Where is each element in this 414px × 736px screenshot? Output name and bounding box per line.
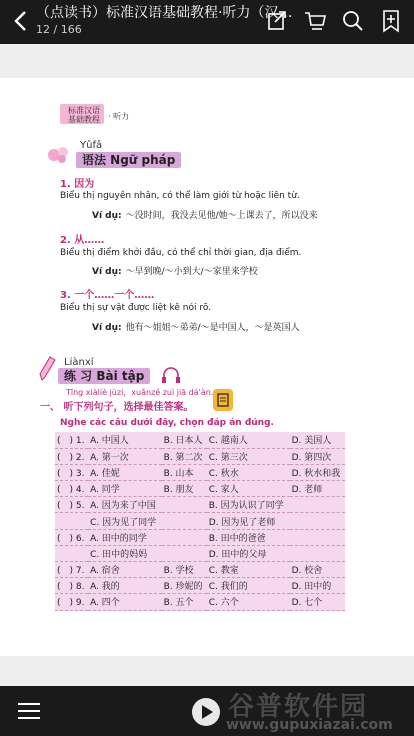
back-icon[interactable] <box>8 6 34 36</box>
answer-cell: ( ) 4. <box>55 481 88 497</box>
answer-cell: B. 因为认识了同学 <box>207 497 290 513</box>
answer-cell <box>162 497 207 513</box>
answer-row <box>55 432 345 448</box>
pencil-icon <box>36 354 58 382</box>
answer-cell: A. 四个 <box>88 594 162 610</box>
flower-icon <box>44 144 74 166</box>
question-pinyin: Tīng xiàliè jùzi，xuǎnzé zuì jiā dá'àn. <box>66 388 214 397</box>
answer-cell <box>162 513 207 529</box>
grammar-point-title: 3. 一个……一个…… <box>60 290 155 301</box>
menu-icon[interactable] <box>16 700 42 722</box>
answer-cell: B. 第二次 <box>162 448 207 464</box>
share-icon[interactable] <box>264 8 290 34</box>
grammar-point-desc: Biểu thị điểm khởi đầu, có thể chỉ thời gian, địa điểm. <box>60 248 302 258</box>
answer-cell: ( ) 1. <box>55 432 88 448</box>
answer-cell: C. 六个 <box>207 594 290 610</box>
grammar-heading: 语法 Ngữ pháp <box>76 152 181 168</box>
answer-cell: C. 第三次 <box>207 448 290 464</box>
answer-cell: D. 第四次 <box>290 448 345 464</box>
answer-cell: A. 佳妮 <box>88 464 162 480</box>
answer-cell: C. 家人 <box>207 481 290 497</box>
answer-row <box>55 513 345 529</box>
answer-cell: A. 我的 <box>88 578 162 594</box>
exercise-pinyin: Liànxí <box>64 357 94 368</box>
answer-cell <box>290 513 345 529</box>
grammar-point-example: Ví dụ: ～没时间，我没去见他/她～上课去了，所以没来 <box>92 211 318 221</box>
answer-row <box>55 481 345 497</box>
answer-cell: ( ) 7. <box>55 562 88 578</box>
answer-cell: D. 秋水和我 <box>290 464 345 480</box>
headphones-icon <box>160 364 182 386</box>
audio-play-icon[interactable] <box>212 388 234 412</box>
cart-icon[interactable] <box>302 8 328 34</box>
answer-cell: A. 第一次 <box>88 448 162 464</box>
answer-row <box>55 497 345 513</box>
watermark: 谷普软件园 <box>228 692 369 722</box>
answer-table <box>55 432 345 611</box>
answer-cell <box>162 545 207 561</box>
answer-cell: D. 田中的 <box>290 578 345 594</box>
answer-cell: A. 中国人 <box>88 432 162 448</box>
answer-cell: B. 田中的爸爸 <box>207 529 290 545</box>
book-title-suffix: · 听力 <box>108 112 130 121</box>
answer-row <box>55 562 345 578</box>
answer-cell: A. 因为来了中国 <box>88 497 162 513</box>
answer-row <box>55 464 345 480</box>
grammar-point-desc: Biểu thị nguyên nhân, có thể làm giới từ hoặc liên từ. <box>60 191 300 201</box>
answer-row <box>55 448 345 464</box>
answer-row <box>55 594 345 610</box>
answer-cell: ( ) 8. <box>55 578 88 594</box>
page-indicator: 12 / 166 <box>36 23 82 36</box>
answer-row <box>55 529 345 545</box>
bookmark-add-icon[interactable] <box>378 8 404 34</box>
grammar-point-title: 1. 因为 <box>60 179 95 190</box>
answer-cell: C. 我们的 <box>207 578 290 594</box>
answer-cell: B. 朋友 <box>162 481 207 497</box>
answer-cell: ( ) 3. <box>55 464 88 480</box>
document-page[interactable] <box>0 78 414 656</box>
answer-cell: D. 校舍 <box>290 562 345 578</box>
answer-cell: ( ) 2. <box>55 448 88 464</box>
search-icon[interactable] <box>340 8 366 34</box>
answer-cell: A. 田中的同学 <box>88 529 162 545</box>
answer-cell: D. 七个 <box>290 594 345 610</box>
answer-cell: B. 山本 <box>162 464 207 480</box>
answer-cell <box>290 529 345 545</box>
answer-cell: C. 教室 <box>207 562 290 578</box>
bottom-bar <box>0 686 414 736</box>
grammar-point-title: 2. 从…… <box>60 235 105 246</box>
answer-cell: B. 五个 <box>162 594 207 610</box>
watermark-url: www.gupuxiazai.com <box>226 717 393 733</box>
grammar-point-example: Ví dụ: ～早到晚/～小到大/～家里来学校 <box>92 267 258 277</box>
book-title: 标准汉语 基础教程 <box>68 106 100 124</box>
answer-cell: A. 同学 <box>88 481 162 497</box>
answer-cell: B. 日本人 <box>162 432 207 448</box>
answer-cell: D. 因为见了老师 <box>207 513 290 529</box>
exercise-heading: 练 习 Bài tập <box>58 368 150 384</box>
document-title: （点读书）标准汉语基础教程·听力（汉… <box>36 5 293 21</box>
answer-cell: C. 因为见了同学 <box>88 513 162 529</box>
top-bar <box>0 0 414 44</box>
answer-cell <box>290 545 345 561</box>
grammar-pinyin: Yǔfǎ <box>80 140 103 151</box>
answer-cell <box>55 513 88 529</box>
grammar-point-desc: Biểu thị sự vật được liệt kê nói rõ. <box>60 303 212 313</box>
answer-row <box>55 578 345 594</box>
answer-row <box>55 545 345 561</box>
answer-cell: D. 美国人 <box>290 432 345 448</box>
answer-cell: C. 秋水 <box>207 464 290 480</box>
answer-cell: C. 田中的妈妈 <box>88 545 162 561</box>
question-title: 一、 听下列句子，选择最佳答案。 <box>40 402 194 413</box>
answer-cell: C. 越南人 <box>207 432 290 448</box>
answer-cell: B. 学校 <box>162 562 207 578</box>
answer-cell: B. 珍妮的 <box>162 578 207 594</box>
answer-cell: D. 老师 <box>290 481 345 497</box>
answer-cell: D. 田中的父母 <box>207 545 290 561</box>
answer-cell <box>162 529 207 545</box>
exercise-instruction: Nghe các câu dưới đây, chọn đáp án đúng. <box>60 418 274 428</box>
answer-cell: ( ) 6. <box>55 529 88 545</box>
grammar-point-example: Ví dụ: 他有～姐姐～弟弟/～是中国人，～是英国人 <box>92 323 300 333</box>
answer-cell: ( ) 5. <box>55 497 88 513</box>
answer-cell: A. 宿舍 <box>88 562 162 578</box>
answer-cell: ( ) 9. <box>55 594 88 610</box>
answer-cell <box>55 545 88 561</box>
answer-cell <box>290 497 345 513</box>
play-icon[interactable] <box>192 698 220 726</box>
